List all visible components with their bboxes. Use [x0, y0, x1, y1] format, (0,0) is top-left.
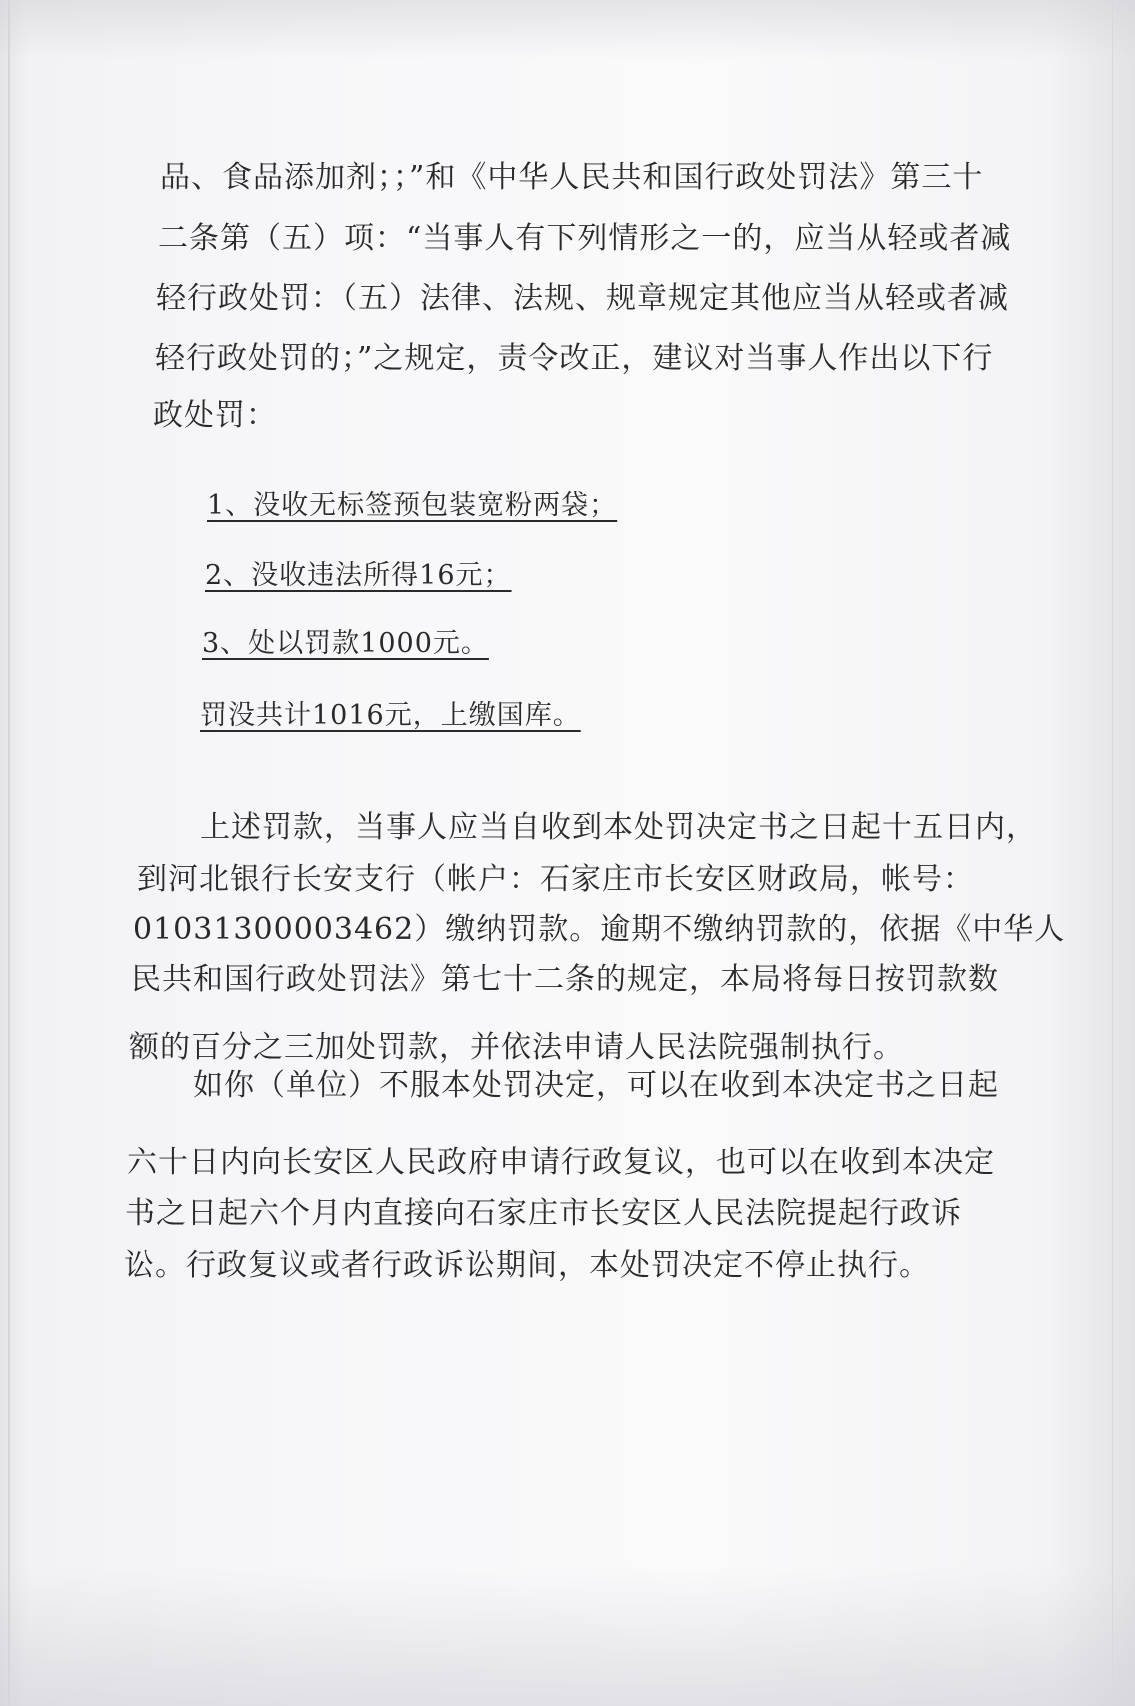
text-line: 书之日起六个月内直接向石家庄市长安区人民法院提起行政诉 — [125, 1196, 962, 1231]
text-line: 如你（单位）不服本处罚决定，可以在收到本决定书之日起 — [193, 1068, 999, 1103]
page-edge-right — [1112, 0, 1113, 1706]
text-line: 上述罚款，当事人应当自收到本处罚决定书之日起十五日内， — [200, 810, 1037, 845]
text-line: 品、食品添加剂；；”和《中华人民共和国行政处罚法》第三十 — [160, 160, 984, 195]
text-line: 二条第（五）项：“当事人有下列情形之一的，应当从轻或者减 — [158, 221, 1012, 256]
penalty-item: 2、没收违法所得16元； — [205, 560, 512, 591]
text-line: 额的百分之三加处罚款，并依法申请人民法院强制执行。 — [129, 1030, 904, 1065]
text-line: 轻行政处罚的；”之规定，责令改正，建议对当事人作出以下行 — [155, 341, 994, 376]
top-shadow — [0, 0, 1135, 60]
text-line: 01031300003462）缴纳罚款。逾期不缴纳罚款的，依据《中华人 — [133, 912, 1066, 947]
text-line: 六十日内向长安区人民政府申请行政复议，也可以在收到本决定 — [127, 1145, 995, 1180]
text-line: 到河北银行长安支行（帐户：石家庄市长安区财政局，帐号： — [137, 862, 974, 897]
penalty-item: 1、没收无标签预包装宽粉两袋； — [207, 490, 618, 521]
text-line: 政处罚： — [153, 398, 277, 433]
text-line: 讼。行政复议或者行政诉讼期间，本处罚决定不停止执行。 — [124, 1248, 930, 1283]
penalty-total: 罚没共计1016元，上缴国库。 — [200, 700, 581, 731]
bottom-shadow — [0, 1566, 1135, 1706]
penalty-item: 3、处以罚款1000元。 — [202, 628, 489, 659]
text-line: 轻行政处罚：（五）法律、法规、规章规定其他应当从轻或者减 — [156, 281, 1009, 316]
text-line: 民共和国行政处罚法》第七十二条的规定，本局将每日按罚款数 — [131, 962, 999, 997]
page-edge-left — [8, 0, 10, 1706]
